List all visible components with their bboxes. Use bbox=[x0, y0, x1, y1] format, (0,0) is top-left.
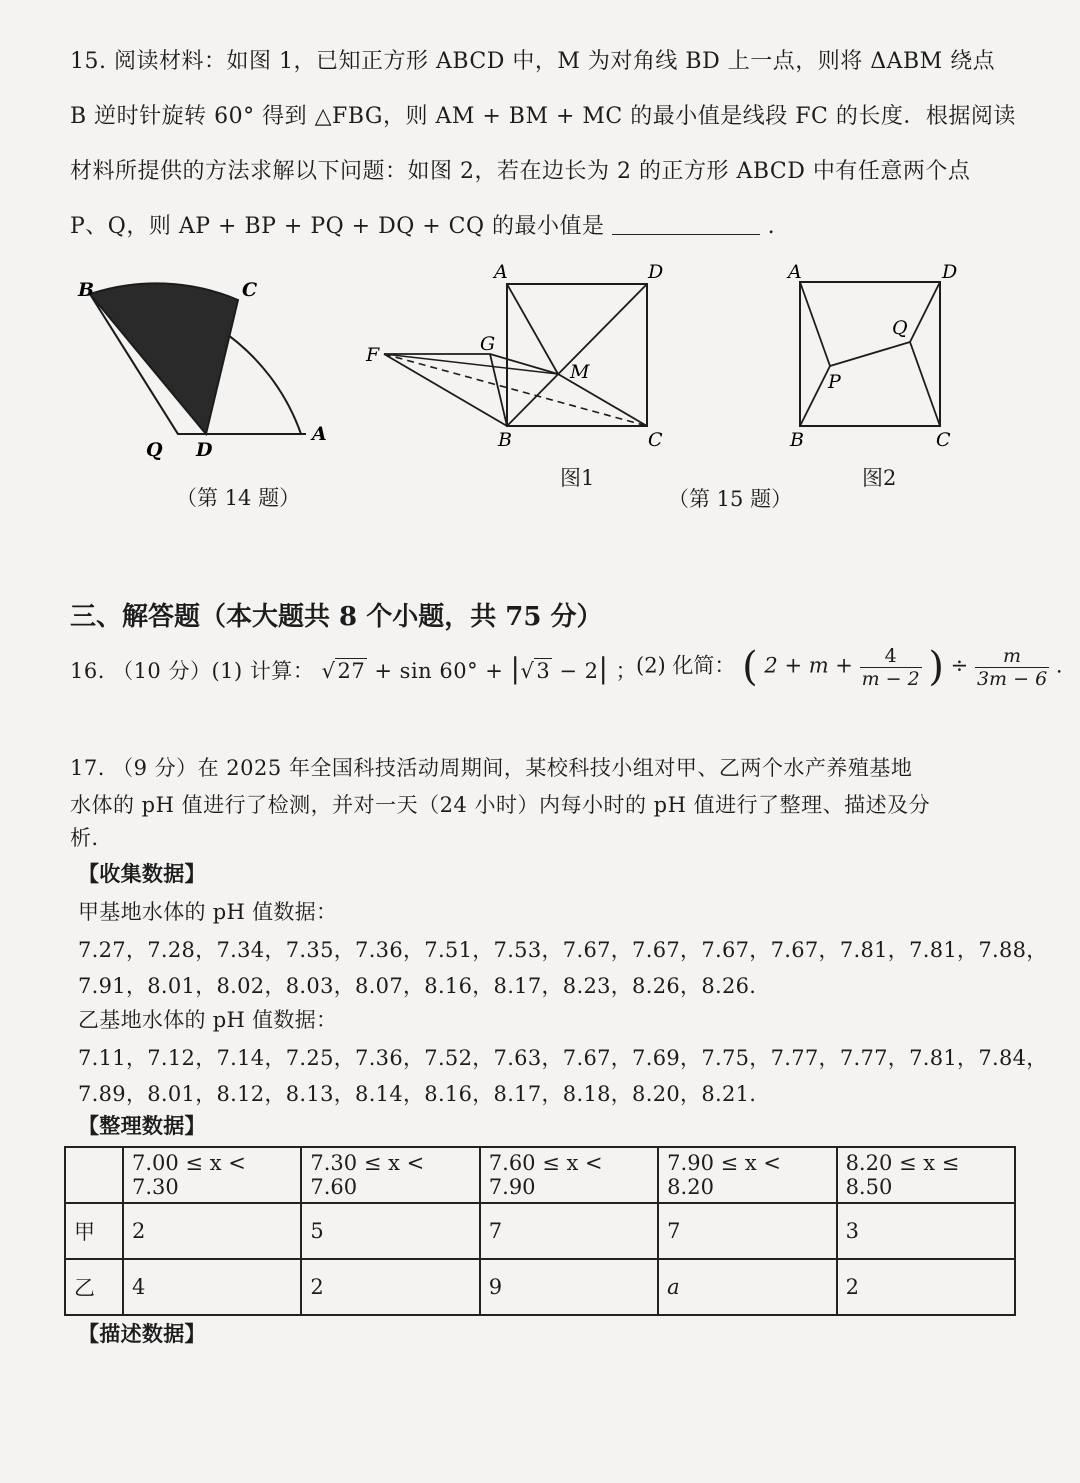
figure-15-2 bbox=[784, 258, 974, 448]
table-cell: 2 bbox=[837, 1259, 1015, 1315]
q16-sqrt-27: 27 bbox=[337, 659, 366, 683]
fig1-dashed-fc bbox=[384, 354, 647, 426]
fig14-label-d: D bbox=[196, 439, 213, 461]
fig1-label-m: M bbox=[570, 361, 590, 383]
ph-frequency-table bbox=[64, 1146, 1016, 1316]
fig2-segment-ap bbox=[800, 282, 830, 366]
fig2-segment-cq bbox=[910, 342, 940, 426]
table-row bbox=[65, 1259, 1015, 1315]
q17-jia-row-1: 7.27，7.28，7.34，7.35，7.36，7.51，7.53，7.67，7.67，7.67，7.67，7.81，7.81，7.88， bbox=[78, 938, 1048, 962]
q16-paren-right: ) bbox=[928, 644, 944, 690]
table-cell: 7 bbox=[658, 1203, 836, 1259]
q16-div: ÷ bbox=[950, 653, 969, 678]
fig1-label-f: F bbox=[366, 344, 380, 366]
q16-frac-2-num: m bbox=[975, 645, 1049, 668]
q16-p2-a: 2 + m + bbox=[764, 653, 860, 678]
q16-end-1: ； bbox=[615, 659, 638, 683]
table-cell: 乙 bbox=[65, 1259, 123, 1315]
table-header-cell: 7.00 ≤ x < 7.30 bbox=[123, 1147, 301, 1203]
figure-14 bbox=[66, 268, 346, 468]
table-header-cell: 7.30 ≤ x < 7.60 bbox=[301, 1147, 479, 1203]
table-cell: 2 bbox=[123, 1203, 301, 1259]
q17-yi-row-1: 7.11，7.12，7.14，7.25，7.36，7.52，7.63，7.67，7.69，7.75，7.77，7.77，7.81，7.84， bbox=[78, 1046, 1048, 1070]
q17-jia-title: 甲基地水体的 pH 值数据： bbox=[78, 900, 338, 924]
section-3-title: 三、解答题（本大题共 8 个小题，共 75 分） bbox=[70, 602, 603, 632]
fig2-segment-bp bbox=[800, 366, 830, 426]
q15-line-4-end: . bbox=[767, 214, 776, 239]
table-header-cell: 8.20 ≤ x ≤ 8.50 bbox=[837, 1147, 1015, 1203]
q15-line-3: 材料所提供的方法求解以下问题：如图 2，若在边长为 2 的正方形 ABCD 中有任意两个点 bbox=[70, 159, 971, 184]
fig2-label-d: D bbox=[942, 261, 958, 283]
fig2-label-c: C bbox=[936, 429, 951, 448]
fig2-label-p: P bbox=[828, 371, 841, 393]
q16-paren-left: ( bbox=[742, 644, 758, 690]
q17-yi-title: 乙基地水体的 pH 值数据： bbox=[78, 1008, 338, 1032]
table-cell: 7 bbox=[480, 1203, 658, 1259]
fig2-label-b: B bbox=[790, 429, 804, 448]
q16-abs-left: | bbox=[510, 652, 521, 685]
q17-collect-heading: 【收集数据】 bbox=[78, 861, 206, 886]
fig2-label-q: Q bbox=[892, 317, 908, 339]
q16-abs-right: | bbox=[598, 652, 609, 685]
fig1-label-b: B bbox=[498, 429, 512, 448]
q16-sqrt-sign-2: √ bbox=[520, 659, 535, 683]
q17-yi-row-2: 7.89，8.01，8.12，8.13，8.14，8.16，8.17，8.18，8.20，8.21. bbox=[78, 1082, 757, 1106]
q15-line-4-text: P、Q，则 AP + BP + PQ + DQ + CQ 的最小值是 bbox=[70, 214, 605, 239]
q16-frac-2-den: 3m − 6 bbox=[976, 667, 1048, 690]
q16 bbox=[70, 652, 637, 685]
q17-jia-row-2: 7.91，8.01，8.02，8.03，8.07，8.16，8.17，8.23，8.26，8.26. bbox=[78, 974, 757, 998]
q17-describe-heading: 【描述数据】 bbox=[78, 1321, 206, 1346]
table-cell: a bbox=[658, 1259, 836, 1315]
caption-fig1: 图1 bbox=[560, 466, 595, 490]
answer-blank[interactable] bbox=[612, 216, 760, 235]
q16-sqrt-sign: √ bbox=[321, 659, 336, 683]
q16-sqrt-3: 3 bbox=[536, 659, 551, 683]
q16-frac-2 bbox=[975, 645, 1049, 690]
q15-line-1: 15. 阅读材料：如图 1，已知正方形 ABCD 中，M 为对角线 BD 上一点，则将 ΔABM 绕点 bbox=[70, 49, 996, 74]
table-cell: 9 bbox=[480, 1259, 658, 1315]
table-cell: 2 bbox=[301, 1259, 479, 1315]
table-cell: 5 bbox=[301, 1203, 479, 1259]
fig1-diagonal-bd bbox=[507, 284, 647, 426]
fig1-label-g: G bbox=[480, 333, 496, 355]
fig1-label-a: A bbox=[494, 261, 508, 283]
q16-minus-2: − 2 bbox=[552, 659, 599, 683]
fig1-segment-fm bbox=[384, 354, 558, 374]
table-header-row bbox=[65, 1147, 1015, 1203]
q16-frac-1 bbox=[860, 645, 922, 690]
q16-end-2: . bbox=[1055, 653, 1063, 678]
fig14-label-b: B bbox=[78, 279, 95, 301]
table-cell: 4 bbox=[123, 1259, 301, 1315]
figure-15-1 bbox=[362, 258, 682, 448]
q16-frac-1-den: m − 2 bbox=[861, 667, 920, 690]
caption-14: （第 14 题） bbox=[176, 486, 301, 510]
table-header-cell bbox=[65, 1147, 123, 1203]
table-cell: 甲 bbox=[65, 1203, 123, 1259]
fig14-label-c: C bbox=[242, 279, 258, 301]
fig14-label-q: Q bbox=[146, 439, 163, 461]
q16-frac-1-num: 4 bbox=[860, 645, 922, 668]
q16-sin-term: + sin 60° + bbox=[374, 659, 511, 683]
q16-part2-label: (2) 化简： bbox=[636, 653, 736, 678]
q16-part2 bbox=[636, 644, 1063, 690]
table-row bbox=[65, 1203, 1015, 1259]
q17-organize-heading: 【整理数据】 bbox=[78, 1113, 206, 1138]
fig1-segment-fb bbox=[384, 354, 507, 426]
q16-prefix: 16. （10 分）(1) 计算： bbox=[70, 659, 315, 683]
fig1-label-c: C bbox=[648, 429, 663, 448]
table-cell: 3 bbox=[837, 1203, 1015, 1259]
fig2-label-a: A bbox=[788, 261, 802, 283]
caption-fig2: 图2 bbox=[862, 466, 897, 490]
table-header-cell: 7.90 ≤ x < 8.20 bbox=[658, 1147, 836, 1203]
fig1-segment-gb bbox=[490, 354, 507, 426]
fig1-label-d: D bbox=[648, 261, 664, 283]
q15-line-4 bbox=[70, 209, 775, 240]
q17-line-1: 17. （9 分）在 2025 年全国科技活动周期间，某校科技小组对甲、乙两个水产养殖基地 bbox=[70, 756, 913, 780]
fig14-label-a: A bbox=[312, 423, 327, 445]
caption-15: （第 15 题） bbox=[668, 487, 793, 511]
table-header-cell: 7.60 ≤ x < 7.90 bbox=[480, 1147, 658, 1203]
fig2-segment-dq bbox=[910, 282, 940, 342]
q17-line-2: 水体的 pH 值进行了检测，并对一天（24 小时）内每小时的 pH 值进行了整理、描述及分 bbox=[70, 793, 931, 817]
fig2-segment-pq bbox=[830, 342, 910, 366]
q15-line-2: B 逆时针旋转 60° 得到 △FBG，则 AM + BM + MC 的最小值是线段 FC 的长度．根据阅读 bbox=[70, 104, 1016, 129]
q17-line-3: 析． bbox=[70, 826, 113, 850]
